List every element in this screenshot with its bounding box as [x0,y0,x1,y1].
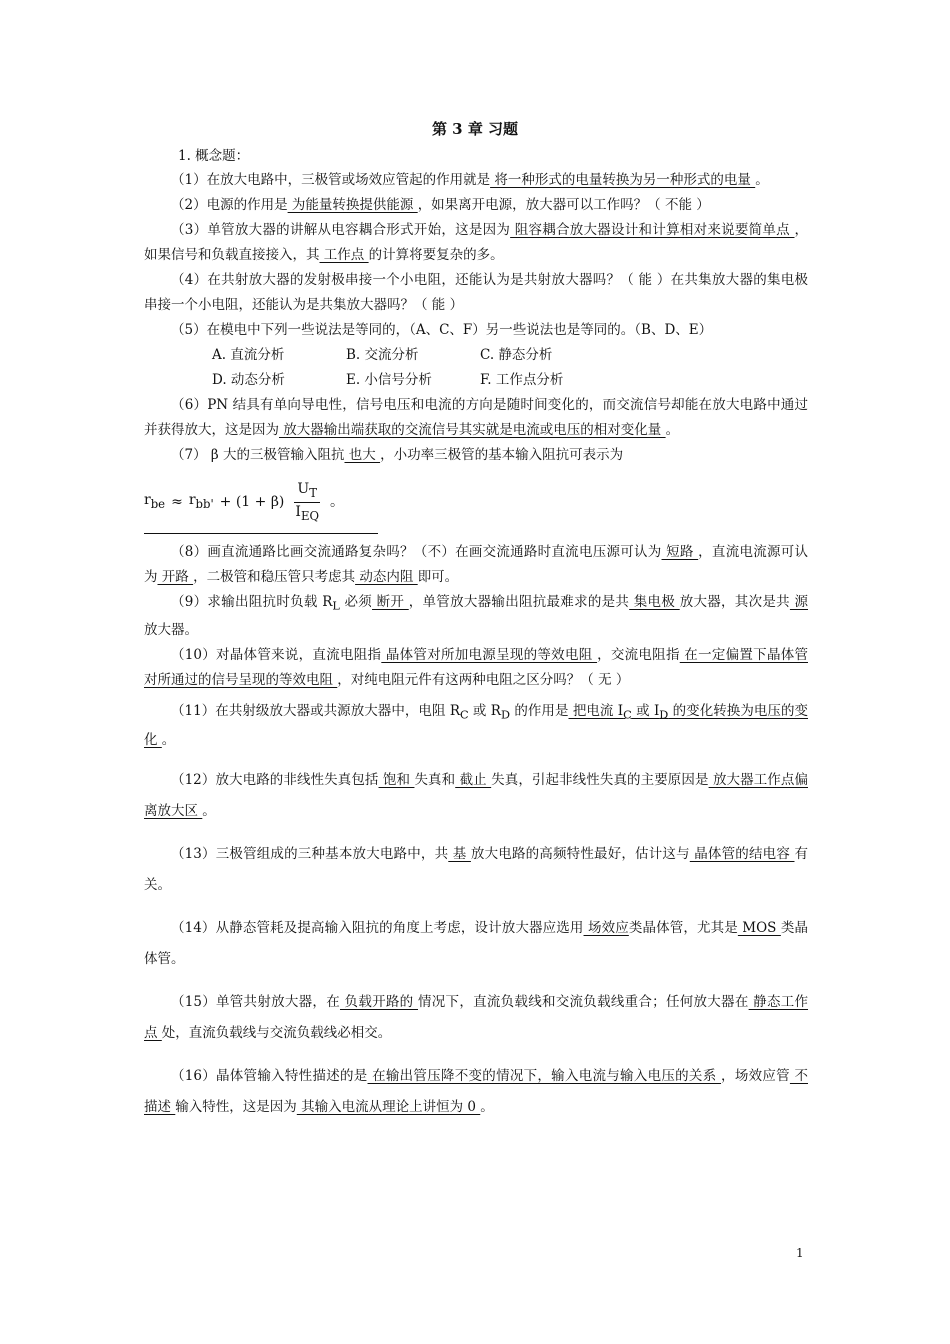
answer-blank: 放大器工作点偏离放大区 [144,771,808,819]
question-text: ，场效应管 [721,1067,790,1084]
option-a: A. 直流分析 [212,347,285,363]
answer-blank: 负载开路的 [339,993,418,1010]
subscript: C [459,708,469,722]
question-text: （15）单管共射放大器，在 [171,993,340,1010]
answer-blank: 晶体管对所加电源呈现的等效电阻 [381,647,598,664]
answer-blank: 开路 [157,568,194,585]
question-text: 类晶体管。 [144,919,808,967]
question-text: （16）晶体管输入特性描述的是 [171,1067,368,1084]
option-f: F. 工作点分析 [480,372,564,388]
formula-fraction [292,480,322,525]
question-text: （7） β 大的三极管输入阻抗 [171,447,345,463]
formula-end: 。 [330,493,345,510]
question-text: 或 R [468,703,501,720]
formula-gain-term: + (1 + β) [219,493,285,510]
question-text: （1）在放大电路中，三极管或场效应管起的作用就是 [171,172,491,188]
options-row-2 [144,368,808,393]
answer-blank: 放大器输出端获取的交流信号其实就是电流或电压的相对变化量 [279,422,666,438]
question-text: ，二极管和稳压管只考虑其 [193,568,356,585]
answer-blank: 在一定偏置下晶体管对所通过的信号呈现的等效电阻 [144,647,808,689]
question-text: 。 [480,1098,494,1115]
question-9 [144,590,808,644]
answer-blank: 短路 [661,543,699,560]
answer-blank: 晶体管的结电容 [689,845,795,862]
question-text: 。 [665,422,680,438]
question-6 [144,393,808,443]
section-heading: 1. 概念题： [178,148,250,164]
fraction-numerator: $U_T$ [294,480,320,503]
question-text: （11）在共射级放大器或共源放大器中，电阻 R [171,703,460,720]
question-text: （14）从静态管耗及提高输入阻抗的角度上考虑，设计放大器应选用 [171,919,584,936]
question-3 [144,218,808,268]
question-text: （12）放大电路的非线性失真包括 [171,771,379,788]
formula-lhs: $r_{be}$ [144,491,166,511]
question-text: （3）单管放大器的讲解从电容耦合形式开始，这是因为 [171,222,511,238]
question-text: 有关。 [144,845,808,893]
question-10 [144,643,808,693]
subscript: D [500,708,510,722]
answer-blank: 集电极 [629,593,680,610]
answer-blank: 不描述 [144,1067,808,1115]
question-13 [144,839,808,901]
answer-blank: 也大 [344,447,381,463]
question-text: （9）求输出阻抗时负载 R [171,593,333,610]
question-text: （8）画直流通路比画交流通路复杂吗？（不）在画交流通路时直流电压源可认为 [171,543,662,560]
question-14 [144,913,808,975]
question-text: 。 [755,172,769,188]
answer-blank: 静态工作点 [144,993,809,1041]
question-text: 输入特性，这是因为 [175,1098,297,1115]
question-text: 。 [202,802,216,819]
option-c: C. 静态分析 [480,347,553,363]
question-text: 情况下，直流负载线和交流负载线重合；任何放大器在 [418,993,749,1010]
question-8 [144,540,808,590]
question-text: 类晶体管，尤其是 [628,919,738,936]
question-list [144,168,808,1123]
question-text: （13）三极管组成的三种基本放大电路中，共 [171,845,449,862]
answer-blank: 源 [789,593,808,610]
answer-blank: 断开 [372,593,409,610]
formula-approx: ≈ [171,493,183,510]
question-2 [144,193,808,218]
answer-blank: 动态内阻 [355,568,418,585]
question-text: 的计算将要复杂的多。 [368,247,504,263]
option-e: E. 小信号分析 [346,372,432,388]
options-row-1 [144,343,808,368]
question-text: ，如果信号和负载直接接入，其 [144,222,808,263]
option-d: D. 动态分析 [212,372,285,388]
question-1 [144,168,808,193]
question-text: ，对纯电阻元件有这两种电阻之区分吗？（ 无 ） [337,672,630,689]
question-4: （4）在共射放大器的发射极串接一个小电阻，还能认为是共射放大器吗？（ 能 ）在共集放大器的集电极串接一个小电阻，还能认为是共集放大器吗？（ 能 ） [144,272,808,313]
answer-blank: MOS [737,919,781,936]
question-text: 放大器，其次是共 [679,593,790,610]
question-7 [144,443,808,468]
answer-blank: 其输入电流从理论上讲恒为 0 [296,1098,481,1115]
answer-blank: 工作点 [319,247,369,263]
formula-rbb: $r_{bb'}$ [188,491,214,511]
answer-blank: 把电流 $I_C$ 或 $I_D$ 的变化转换为电压的变化 [144,703,809,748]
answer-blank: 基 [448,845,471,862]
answer-blank: 饱和 [378,771,415,788]
question-text: 失真和 [414,771,456,788]
answer-blank: 阻容耦合放大器设计和计算相对来说要简单点 [510,222,795,238]
question-11 [144,699,808,753]
question-16 [144,1061,808,1123]
input-resistance-formula [144,474,378,534]
question-text: 处，直流负载线与交流负载线必相交。 [161,1024,392,1041]
option-b: B. 交流分析 [346,347,419,363]
question-12 [144,765,808,827]
chapter-title: 第 3 章 习题 [431,120,519,138]
answer-blank: 为能量转换提供能源 [287,197,418,213]
answer-blank: 在输出管压降不变的情况下，输入电流与输入电压的关系 [367,1067,722,1084]
question-text: （6）PN 结具有单向导电性，信号电压和电流的方向是随时间变化的，而交流信号却能在放大电路中通过并获得放大，这是因为 [144,397,808,438]
question-text: ，直流电流源可认为 [144,543,809,585]
question-text: 即可。 [417,568,459,585]
question-text: ，如果离开电源，放大器可以工作吗？（ 不能 ） [417,197,710,213]
question-15 [144,987,808,1049]
question-text: 的作用是 [510,703,569,720]
subscript: L [332,599,340,613]
question-text: 必须 [339,593,373,610]
question-text: 放大电路的高频特性最好，估计这与 [470,845,690,862]
answer-blank: 将一种形式的电量转换为另一种形式的电量 [490,172,756,188]
question-text: ，小功率三极管的基本输入阻抗可表示为 [380,447,624,463]
question-text: 。 [161,731,176,748]
question-text: ，单管放大器输出阻抗最难求的是共 [408,593,630,610]
question-5: （5）在模电中下列一些说法是等同的，（A、C、F）另一些说法也是等同的。（B、D、E） [171,322,713,338]
question-text: ，交流电阻指 [597,647,680,664]
question-text: （2）电源的作用是 [171,197,288,213]
page-number: 1 [796,1246,804,1260]
answer-blank: 场效应 [583,919,629,936]
question-text: 放大器。 [144,622,198,639]
answer-blank: 截止 [455,771,492,788]
question-text: （10）对晶体管来说，直流电阻指 [171,647,382,664]
fraction-denominator: $I_{EQ}$ [295,503,320,523]
question-text: 失真，引起非线性失真的主要原因是 [491,771,709,788]
